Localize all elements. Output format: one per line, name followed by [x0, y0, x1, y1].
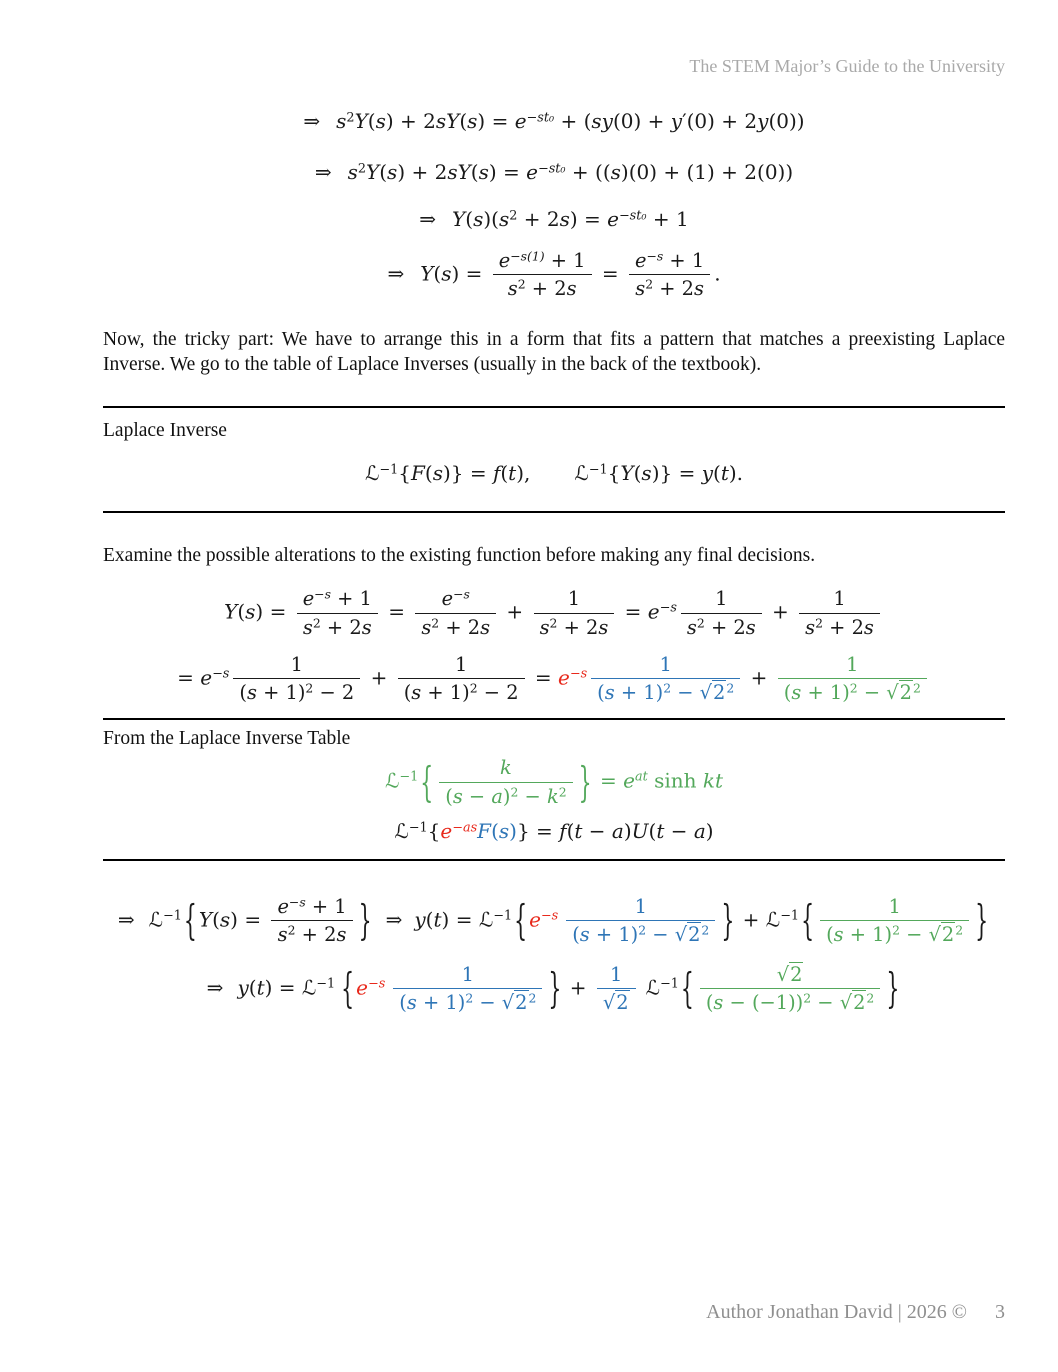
header-title: The STEM Major’s Guide to the University [689, 56, 1005, 76]
page-header [103, 56, 1005, 77]
heading-laplace-inverse: Laplace Inverse [103, 420, 227, 442]
paragraph-tricky-part: Now, the tricky part: We have to arrange this in a form that fits a pattern that matches a preexisting Laplace Inverse. We go to the table of Laplace Inverses (usually in the back of the textbook). [103, 328, 1005, 376]
equation-ys-expansion-line-1: Y(s) = $\frac{e^{-s} + 1}{s^2 + 2s}$ = $\frac{e^{-s}}{s^2 + 2s}$ + $\frac{1}{s^2 + 2s}$ = $e^{-s}$ $\frac{1}{s^2 + 2s}$ + $\frac{1}{s^2 + 2s}$ [103, 587, 1005, 639]
equation-inverse-final: ⇒ y(t) = ℒ$^{-1}$ { $e^{-s}$ $\frac{1}{(s + 1)^2 - √2^2}$ } + $\frac{1}{√2}$ ℒ$^{-1}${ $\frac{√2}{(s - (-1))^2 - √2^2}$ } [206, 962, 900, 1014]
equation-step-4: ⇒ Y(s) = $\frac{e^{-s(1)} + 1}{s^2 + 2s}$ = $\frac{e^{-s} + 1}{s^2 + 2s}$ . [387, 248, 721, 301]
table-section-rule-bottom [103, 859, 1005, 861]
equation-step-1: ⇒ $s^2Y(s) + 2sY(s) = e^{-st_0} + (sy(0) + y'(0) + 2y(0))$ [303, 109, 805, 133]
section-rule-top [103, 406, 1005, 408]
page-number: 3 [995, 1301, 1005, 1323]
heading-from-table: From the Laplace Inverse Table [103, 728, 351, 750]
equation-shift-table-entry: $ℒ^{-1}\{e^{-as}F(s)\} = f(t - a)U(t - a)$ [394, 819, 714, 844]
table-section-rule-top [103, 718, 1005, 720]
paragraph-examine: Examine the possible alterations to the existing function before making any final decisions. [103, 545, 816, 567]
equation-laplace-inverse-definition: ℒ$^{-1}${F(s)} = f(t), ℒ$^{-1}${Y(s)} = y(t). [364, 461, 744, 486]
equation-step-3: ⇒ $Y(s)(s^2 + 2s) = e^{-st_0} + 1$ [419, 207, 689, 231]
section-rule-bottom [103, 511, 1005, 513]
equation-ys-expansion-line-2: = $e^{-s}$ $\frac{1}{(s + 1)^2 - 2}$ + $\frac{1}{(s + 1)^2 - 2}$ = $e^{-s}$ $\frac{1}{(s + 1)^2 - √2^2}$ + $\frac{1}{(s + 1)^2 - √2^2}$ [103, 653, 1005, 705]
page-footer [103, 1301, 1005, 1324]
equation-sinh-table-entry: ℒ$^{-1}${ $\frac{k}{(s - a)^2 - k^2}$ } = $e^{at}$ sinh kt [384, 756, 724, 808]
footer-author: Author Jonathan David | 2026 © [706, 1301, 967, 1323]
equation-inverse-setup: ⇒ ℒ$^{-1}${ Y(s) = $\frac{e^{-s} + 1}{s^2 + 2s}$ } ⇒ y(t) = ℒ$^{-1}${ $e^{-s}$ $\frac{1}{(s + 1)^2 - √2^2}$ } + ℒ$^{-1}${ $\frac{1}{(s + 1)^2 - √2^2}$ } [117, 894, 989, 947]
equation-step-2: ⇒ $s^2Y(s) + 2sY(s) = e^{-st_0} + ((s)(0) + (1) + 2(0))$ [314, 160, 794, 184]
